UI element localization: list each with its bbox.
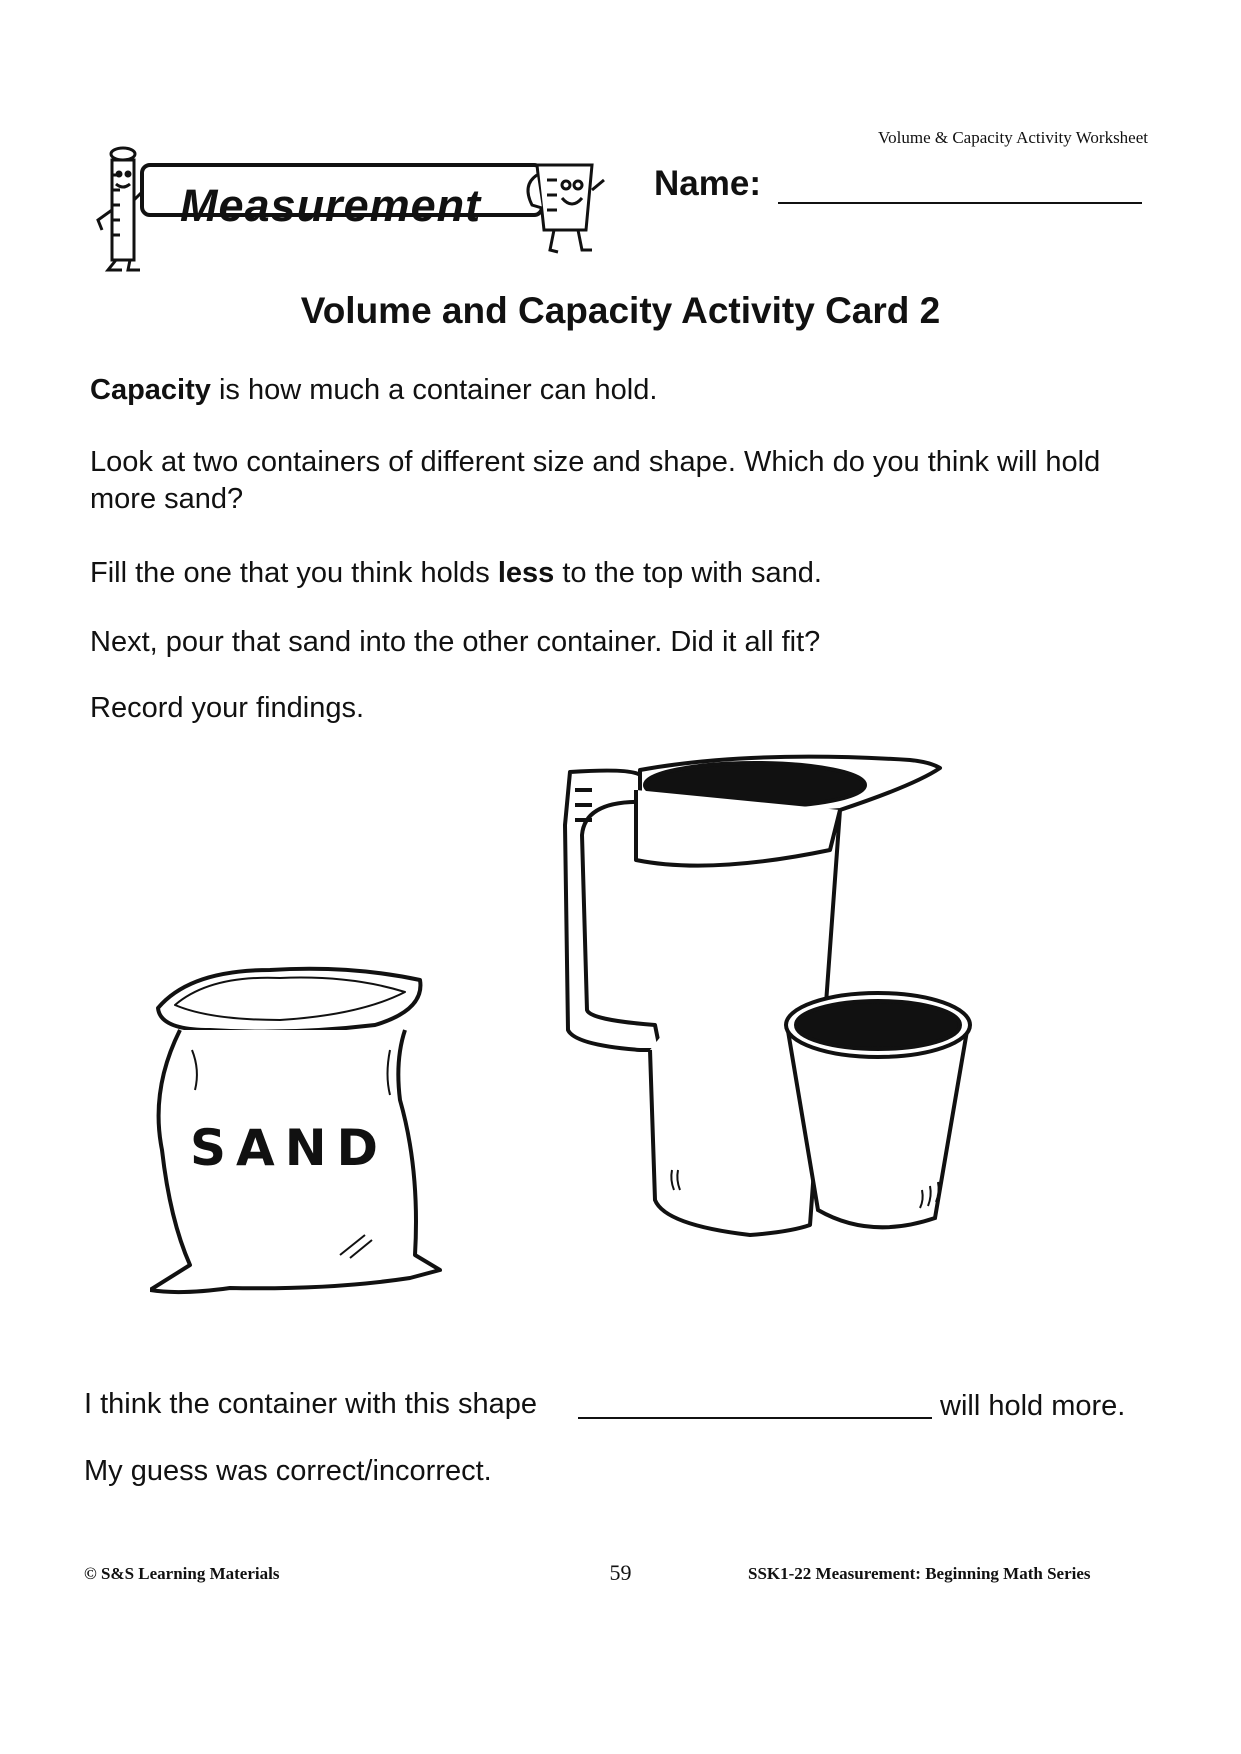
answer-prefix: I think the container with this shape (84, 1388, 537, 1420)
name-field[interactable] (778, 202, 1142, 204)
answer-blank-field[interactable] (578, 1417, 932, 1419)
capacity-term: Capacity (90, 374, 211, 406)
instruction-capacity (90, 372, 1150, 409)
footer-series: SSK1-22 Measurement: Beginning Math Series (748, 1564, 1091, 1583)
page-title: Volume and Capacity Activity Card 2 (300, 290, 941, 331)
less-term: less (497, 557, 555, 589)
page-number: 59 (609, 1560, 632, 1585)
banner-title: Measurement (180, 180, 482, 231)
answer-suffix: will hold more. (940, 1390, 1126, 1422)
instruction-pour: Next, pour that sand into the other container. Did it all fit? (90, 626, 821, 658)
instruction-compare: Look at two containers of different size and shape. Which do you think will hold more sand? (90, 446, 1101, 515)
containers-illustration (150, 730, 1080, 1350)
fill-text-b: to the top with sand. (554, 557, 822, 589)
footer-copyright: © S&S Learning Materials (84, 1564, 280, 1583)
guess-statement: My guess was correct/incorrect. (84, 1455, 492, 1487)
capacity-definition: is how much a container can hold. (210, 374, 658, 406)
measuring-cup-character-icon (528, 165, 604, 252)
instruction-record: Record your findings. (90, 692, 365, 724)
fill-text-a: Fill the one that you think holds (90, 557, 498, 589)
instruction-fill (90, 555, 1150, 592)
sand-bag-label: SAND (190, 1119, 389, 1177)
worksheet-label: Volume & Capacity Activity Worksheet (878, 128, 1148, 147)
cup-icon (786, 993, 970, 1227)
name-label: Name: (654, 164, 761, 203)
